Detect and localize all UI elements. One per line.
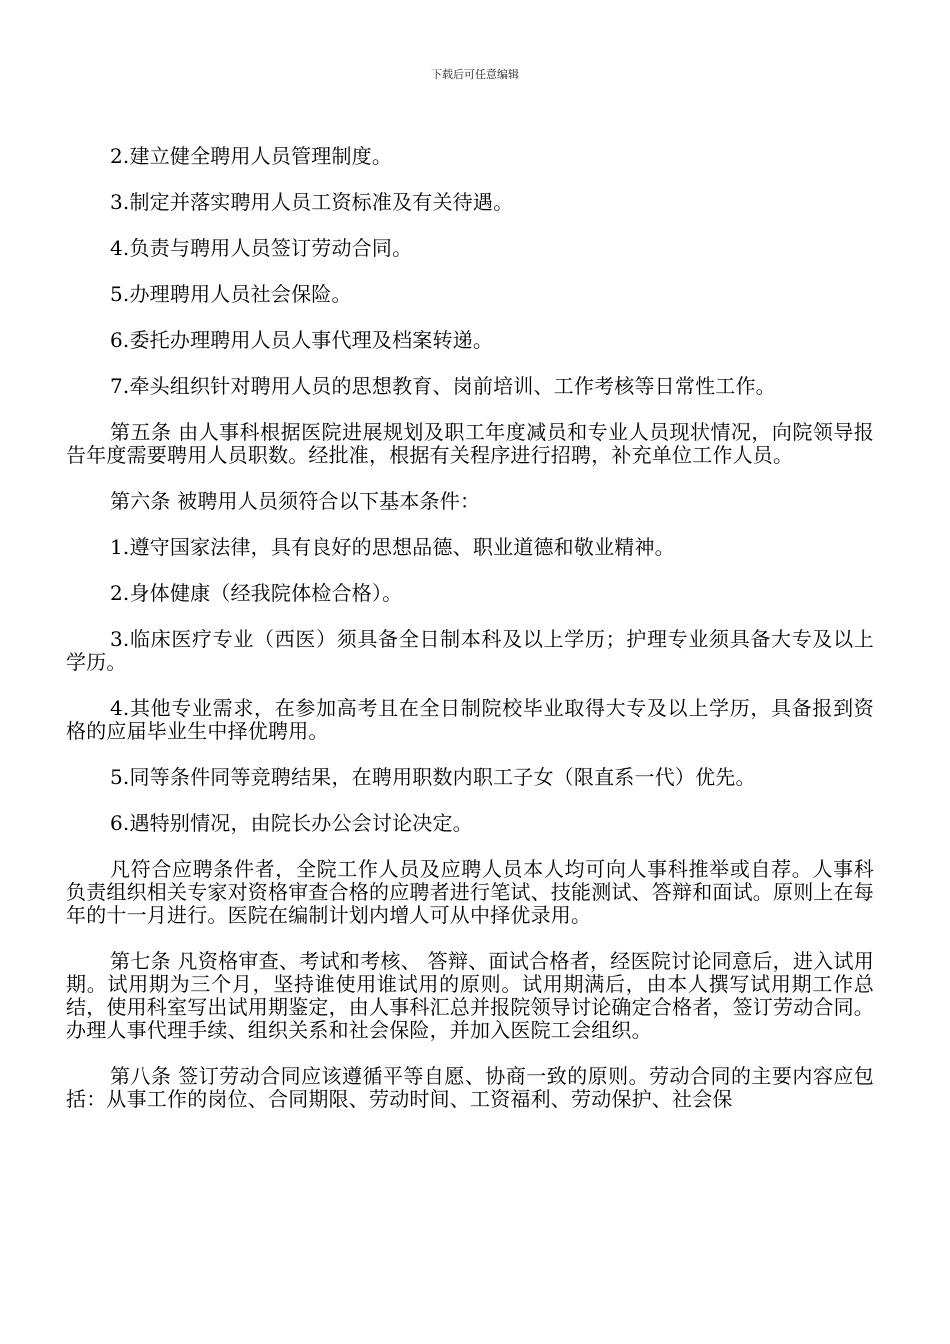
condition-6: 6.遇特别情况，由院长办公会讨论决定。 xyxy=(110,811,473,835)
article-7: 第七条 凡资格审查、考试和考核、 答辩、面试合格者，经医院讨论同意后，进入试用期。试用期为三个月，坚持谁使用谁试用的原则。试用期满后，由本人撰写试用期工作总结，使用科室写出试用期鉴定，由人事科汇总并报院领导讨论确定合格者，签订劳动合同。办理人事代理手续、组织关系和社会保险，并加入医院工会组织。 xyxy=(66,949,874,1042)
condition-4: 4.其他专业需求，在参加高考且在全日制院校毕业取得大专及以上学历，具备报到资格的应届毕业生中择优聘用。 xyxy=(66,696,874,743)
article-6: 第六条 被聘用人员须符合以下基本条件： xyxy=(110,489,481,513)
article-8: 第八条 签订劳动合同应该遵循平等自愿、协商一致的原则。劳动合同的主要内容应包括：从事工作的岗位、合同期限、劳动时间、工资福利、劳动保护、社会保 xyxy=(66,1064,874,1111)
paragraph-1: 2.建立健全聘用人员管理制度。 xyxy=(110,144,393,168)
article-5: 第五条 由人事科根据医院进展规划及职工年度减员和专业人员现状情况，向院领导报告年度需要聘用人员职数。经批准，根据有关程序进行招聘，补充单位工作人员。 xyxy=(66,420,874,467)
paragraph-5: 6.委托办理聘用人员人事代理及档案转递。 xyxy=(110,328,494,352)
document-body xyxy=(66,145,874,1111)
condition-3: 3.临床医疗专业（西医）须具备全日制本科及以上学历；护理专业须具备大专及以上学历。 xyxy=(66,627,874,674)
paragraph-3: 4.负责与聘用人员签订劳动合同。 xyxy=(110,236,413,260)
condition-5: 5.同等条件同等竞聘结果，在聘用职数内职工子女（限直系一代）优先。 xyxy=(110,765,756,789)
paragraph-6: 7.牵头组织针对聘用人员的思想教育、岗前培训、工作考核等日常性工作。 xyxy=(110,374,776,398)
header-note: 下载后可任意编辑 xyxy=(431,68,519,81)
condition-1: 1.遵守国家法律，具有良好的思想品德、职业道德和敬业精神。 xyxy=(110,535,675,559)
paragraph-2: 3.制定并落实聘用人员工资标准及有关待遇。 xyxy=(110,190,514,214)
condition-2: 2.身体健康（经我院体检合格）。 xyxy=(110,581,403,605)
paragraph-4: 5.办理聘用人员社会保险。 xyxy=(110,282,352,306)
application-procedure: 凡符合应聘条件者，全院工作人员及应聘人员本人均可向人事科推举或自荐。人事科负责组织相关专家对资格审查合格的应聘者进行笔试、技能测试、答辩和面试。原则上在每年的十一月进行。医院在编制计划内增人可从中择优录用。 xyxy=(66,857,874,927)
